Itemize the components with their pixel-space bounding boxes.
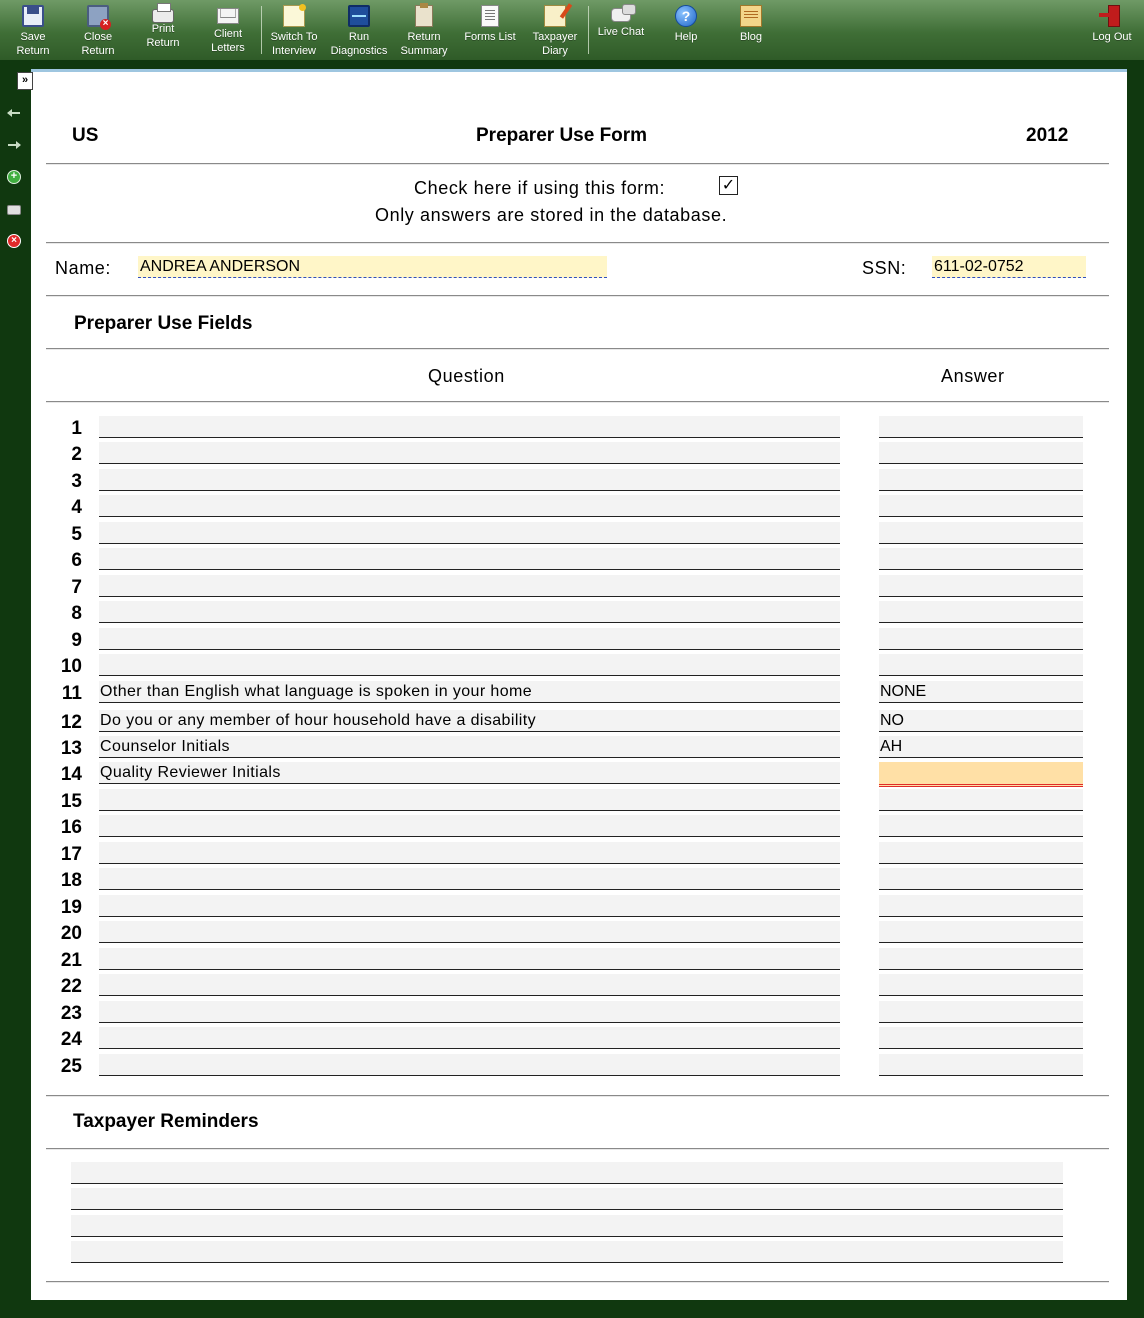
run-diagnostics-button[interactable]: Run Diagnostics bbox=[327, 4, 391, 58]
answer-field[interactable] bbox=[879, 601, 1083, 623]
question-field[interactable] bbox=[99, 575, 840, 597]
question-field[interactable] bbox=[99, 654, 840, 676]
answer-field[interactable] bbox=[879, 495, 1083, 517]
divider bbox=[46, 163, 1109, 165]
row-number: 24 bbox=[60, 1029, 82, 1050]
question-field[interactable]: Quality Reviewer Initials bbox=[99, 762, 840, 784]
row-number: 6 bbox=[71, 550, 82, 571]
chat-bubbles-icon bbox=[611, 8, 631, 22]
switch-to-interview-button[interactable]: Switch To Interview bbox=[262, 4, 326, 58]
save-return-button[interactable]: Save Return bbox=[1, 4, 65, 58]
question-field[interactable] bbox=[99, 495, 840, 517]
row-number: 7 bbox=[71, 577, 82, 598]
answer-field[interactable] bbox=[879, 1054, 1083, 1076]
row-number: 12 bbox=[60, 712, 82, 733]
row-number: 21 bbox=[60, 950, 82, 971]
form-jurisdiction: US bbox=[72, 125, 99, 146]
answer-field[interactable] bbox=[879, 842, 1083, 864]
question-field[interactable] bbox=[99, 522, 840, 544]
question-field[interactable] bbox=[99, 469, 840, 491]
form-year: 2012 bbox=[1026, 125, 1069, 146]
answer-field[interactable] bbox=[879, 815, 1083, 837]
divider bbox=[46, 295, 1109, 297]
row-number: 5 bbox=[71, 524, 82, 545]
expand-sidebar-button[interactable]: » bbox=[17, 72, 33, 90]
arrow-right-icon[interactable] bbox=[7, 138, 21, 152]
row-number: 17 bbox=[60, 844, 82, 865]
delete-form-icon[interactable]: × bbox=[7, 234, 21, 248]
reminder-field[interactable] bbox=[71, 1215, 1063, 1237]
answer-field[interactable] bbox=[879, 1027, 1083, 1049]
row-number: 4 bbox=[71, 497, 82, 518]
question-field[interactable] bbox=[99, 974, 840, 996]
answer-field[interactable]: NO bbox=[879, 710, 1083, 732]
answer-field[interactable] bbox=[879, 575, 1083, 597]
answer-field[interactable] bbox=[879, 654, 1083, 676]
reminder-field[interactable] bbox=[71, 1162, 1063, 1184]
row-number: 13 bbox=[60, 738, 82, 759]
question-field[interactable] bbox=[99, 442, 840, 464]
close-return-icon bbox=[87, 5, 109, 27]
diagnostics-monitor-icon bbox=[348, 5, 370, 27]
left-rail bbox=[0, 60, 30, 1318]
question-field[interactable] bbox=[99, 628, 840, 650]
close-return-button[interactable]: × Close Return bbox=[66, 4, 130, 58]
row-number: 20 bbox=[60, 923, 82, 944]
envelope-icon bbox=[217, 8, 239, 24]
question-field[interactable]: Counselor Initials bbox=[99, 736, 840, 758]
arrow-left-icon[interactable] bbox=[7, 106, 21, 120]
answer-field[interactable] bbox=[879, 1001, 1083, 1023]
answer-field[interactable] bbox=[879, 469, 1083, 491]
clipboard-icon bbox=[415, 5, 433, 27]
row-number: 3 bbox=[71, 471, 82, 492]
reminder-field[interactable] bbox=[71, 1188, 1063, 1210]
question-field[interactable] bbox=[99, 601, 840, 623]
return-summary-button[interactable]: Return Summary bbox=[392, 4, 456, 58]
row-number: 10 bbox=[60, 656, 82, 677]
question-field[interactable] bbox=[99, 1027, 840, 1049]
blog-scroll-icon bbox=[740, 5, 762, 27]
row-number: 23 bbox=[60, 1003, 82, 1024]
taxpayer-diary-button[interactable]: Taxpayer Diary bbox=[523, 4, 587, 58]
row-number: 18 bbox=[60, 870, 82, 891]
question-field[interactable]: Other than English what language is spoken in your home bbox=[99, 681, 840, 703]
row-number: 11 bbox=[61, 683, 82, 704]
answer-field[interactable] bbox=[879, 895, 1083, 917]
question-field[interactable] bbox=[99, 842, 840, 864]
question-column-header: Question bbox=[428, 366, 505, 386]
row-number: 25 bbox=[60, 1056, 82, 1077]
answer-field[interactable]: AH bbox=[879, 736, 1083, 758]
answer-field[interactable] bbox=[879, 442, 1083, 464]
answer-field[interactable] bbox=[879, 762, 1083, 787]
live-chat-button[interactable]: Live Chat bbox=[589, 4, 653, 58]
question-field[interactable]: Do you or any member of hour household have a disability bbox=[99, 710, 840, 732]
divider bbox=[46, 348, 1109, 350]
row-number: 16 bbox=[60, 817, 82, 838]
use-form-checkbox[interactable]: ✓ bbox=[719, 176, 738, 195]
row-number: 15 bbox=[60, 791, 82, 812]
divider bbox=[46, 1095, 1109, 1097]
help-question-icon: ? bbox=[675, 5, 697, 27]
question-field[interactable] bbox=[99, 895, 840, 917]
toolbar bbox=[0, 0, 1144, 60]
answer-field[interactable] bbox=[879, 416, 1083, 438]
question-field[interactable] bbox=[99, 1001, 840, 1023]
ssn-label: SSN: bbox=[862, 258, 907, 278]
answer-field[interactable] bbox=[879, 921, 1083, 943]
row-number: 22 bbox=[60, 976, 82, 997]
question-field[interactable] bbox=[99, 868, 840, 890]
row-number: 2 bbox=[71, 444, 82, 465]
ssn-field[interactable]: 611-02-0752 bbox=[932, 256, 1086, 278]
save-icon bbox=[22, 5, 44, 27]
forms-list-button[interactable]: Forms List bbox=[458, 4, 522, 58]
answer-field[interactable] bbox=[879, 522, 1083, 544]
check-label: Check here if using this form: bbox=[414, 178, 666, 198]
question-field[interactable] bbox=[99, 1054, 840, 1076]
check-note: Only answers are stored in the database. bbox=[375, 205, 728, 225]
section-title-preparer-fields: Preparer Use Fields bbox=[74, 313, 253, 334]
blog-button[interactable]: Blog bbox=[719, 4, 783, 58]
reminder-field[interactable] bbox=[71, 1241, 1063, 1263]
diary-pencil-icon bbox=[544, 5, 566, 27]
answer-field[interactable] bbox=[879, 789, 1083, 811]
printer-icon bbox=[152, 9, 174, 23]
client-letters-button[interactable]: Client Letters bbox=[196, 4, 260, 58]
name-label: Name: bbox=[55, 258, 112, 278]
question-field[interactable] bbox=[99, 416, 840, 438]
divider bbox=[46, 1281, 1109, 1283]
row-number: 8 bbox=[71, 603, 82, 624]
divider bbox=[46, 401, 1109, 403]
page-title: Preparer Use Form bbox=[476, 125, 648, 146]
question-field[interactable] bbox=[99, 948, 840, 970]
answer-field[interactable] bbox=[879, 974, 1083, 996]
row-number: 19 bbox=[60, 897, 82, 918]
question-field[interactable] bbox=[99, 548, 840, 570]
print-return-button[interactable]: Print Return bbox=[131, 4, 195, 58]
row-number: 9 bbox=[71, 630, 82, 651]
document-list-icon bbox=[481, 5, 499, 27]
exit-door-icon bbox=[1108, 5, 1120, 27]
print-form-icon[interactable] bbox=[7, 205, 21, 215]
question-field[interactable] bbox=[99, 789, 840, 811]
question-field[interactable] bbox=[99, 815, 840, 837]
interview-icon bbox=[283, 5, 305, 27]
row-number: 14 bbox=[60, 764, 82, 785]
answer-field[interactable] bbox=[879, 548, 1083, 570]
log-out-button[interactable]: Log Out bbox=[1080, 4, 1144, 58]
divider bbox=[46, 242, 1109, 244]
help-button[interactable]: ? Help bbox=[654, 4, 718, 58]
row-number: 1 bbox=[71, 418, 82, 439]
answer-field[interactable]: NONE bbox=[879, 681, 1083, 703]
question-field[interactable] bbox=[99, 921, 840, 943]
name-field[interactable]: ANDREA ANDERSON bbox=[138, 256, 607, 278]
answer-column-header: Answer bbox=[941, 366, 1005, 386]
add-form-icon[interactable]: + bbox=[7, 170, 21, 184]
answer-field[interactable] bbox=[879, 948, 1083, 970]
divider bbox=[46, 1148, 1109, 1150]
answer-field[interactable] bbox=[879, 868, 1083, 890]
answer-field[interactable] bbox=[879, 628, 1083, 650]
section-title-taxpayer-reminders: Taxpayer Reminders bbox=[73, 1111, 259, 1132]
